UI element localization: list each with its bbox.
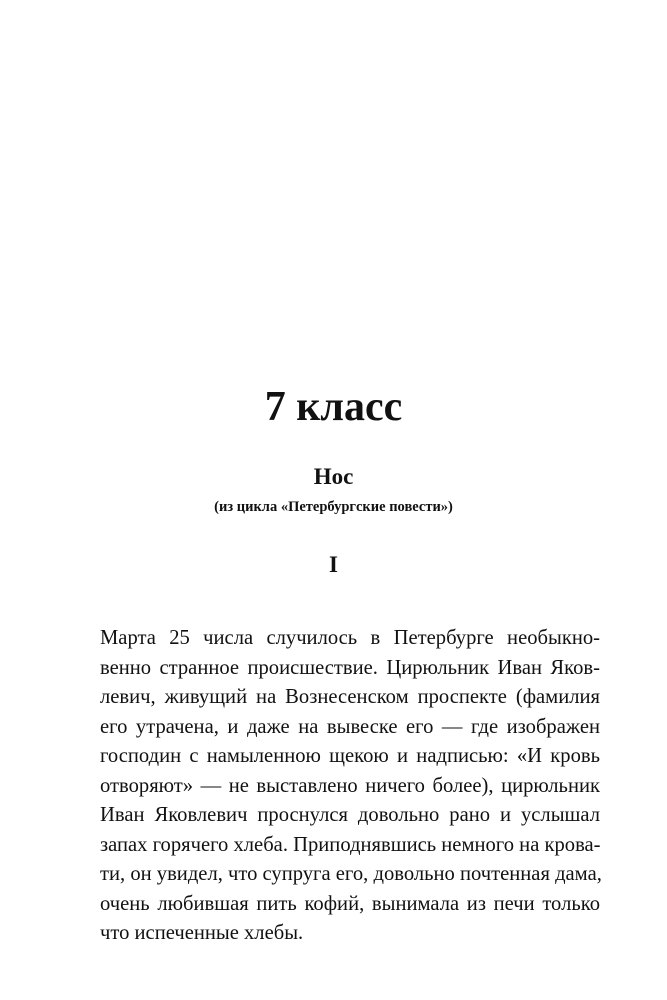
paragraph-line: что испеченные хлебы.: [100, 922, 304, 944]
paragraph-line: венно странное происшествие. Цирюльник Иван Яков-: [100, 656, 600, 679]
paragraph-line: очень любившая пить кофий, вынимала из печи только: [100, 892, 600, 915]
paragraph-line: Марта 25 числа случилось в Петербурге необыкно-: [100, 627, 600, 649]
paragraph-line: Иван Яковлевич проснулся довольно рано и услышал: [100, 804, 600, 826]
story-title: Нос: [313, 464, 354, 489]
story-subtitle: (из цикла «Петербургские повести»): [214, 499, 453, 515]
paragraph-line: господин с намыленною щекою и надписью: «И кровь: [100, 745, 600, 767]
paragraph-line: его утрачена, и даже на вывеске его — где изображен: [100, 715, 600, 738]
paragraph-line: запах горячего хлеба. Приподнявшись немного на крова-: [100, 833, 601, 856]
paragraph-line: ти, он увидел, что супруга его, довольно почтенная дама,: [100, 863, 602, 885]
chapter-number: I: [329, 552, 338, 577]
paragraph-line: левич, живущий на Вознесенском проспекте (фамилия: [100, 686, 600, 708]
story-paragraph: [100, 624, 600, 949]
paragraph-line: отворяют» — не выставлено ничего более), цирюльник: [100, 774, 600, 797]
grade-heading: 7 класс: [264, 384, 403, 430]
